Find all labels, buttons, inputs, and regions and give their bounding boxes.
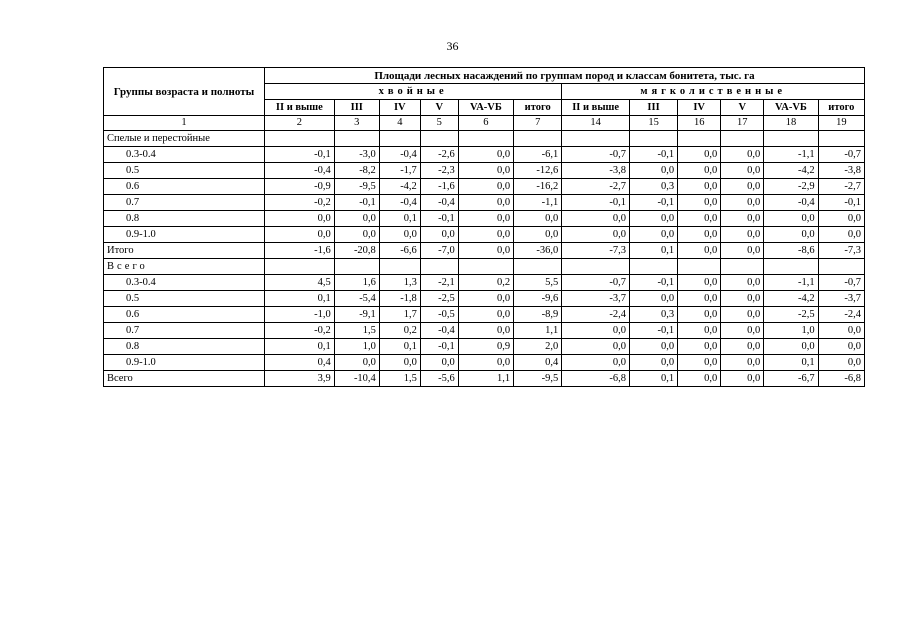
value-cell: -1,1 xyxy=(764,275,818,291)
value-cell: -0,1 xyxy=(264,147,334,163)
value-cell: 1,7 xyxy=(379,307,420,323)
value-cell: -1,6 xyxy=(264,243,334,259)
value-cell: 0,0 xyxy=(721,275,764,291)
column-index-cell: 6 xyxy=(458,116,513,131)
value-cell: -5,6 xyxy=(420,371,458,387)
value-cell: -0,1 xyxy=(420,339,458,355)
conifer-group-header: хвойные xyxy=(264,84,561,100)
table-body xyxy=(104,131,865,387)
value-cell: 0,0 xyxy=(678,371,721,387)
row-label: 0.9-1.0 xyxy=(104,355,265,371)
subcolumn-header: VA-VБ xyxy=(458,100,513,116)
value-cell: 0,0 xyxy=(678,195,721,211)
value-cell: -3,7 xyxy=(562,291,630,307)
age-group-header: Группы возраста и полноты xyxy=(104,68,265,116)
row-label: 0.8 xyxy=(104,211,265,227)
value-cell: 0,0 xyxy=(721,323,764,339)
value-cell xyxy=(721,131,764,147)
value-cell: -7,3 xyxy=(818,243,864,259)
value-cell: 0,1 xyxy=(764,355,818,371)
subcolumn-header: IV xyxy=(678,100,721,116)
value-cell: 0,0 xyxy=(458,147,513,163)
value-cell: 0,0 xyxy=(562,227,630,243)
value-cell: -1,8 xyxy=(379,291,420,307)
value-cell: 4,5 xyxy=(264,275,334,291)
value-cell: -2,6 xyxy=(420,147,458,163)
table-row xyxy=(104,131,865,147)
value-cell: -0,1 xyxy=(420,211,458,227)
value-cell: 0,0 xyxy=(264,211,334,227)
subcolumn-header: итого xyxy=(818,100,864,116)
value-cell: 0,0 xyxy=(458,195,513,211)
row-label: Спелые и перестойные xyxy=(104,131,265,147)
subcolumn-header: V xyxy=(721,100,764,116)
row-label: 0.6 xyxy=(104,179,265,195)
value-cell: 0,2 xyxy=(458,275,513,291)
table-row xyxy=(104,227,865,243)
value-cell: -36,0 xyxy=(514,243,562,259)
value-cell: 0,0 xyxy=(629,355,677,371)
value-cell xyxy=(678,259,721,275)
value-cell: 0,0 xyxy=(721,195,764,211)
value-cell: 0,1 xyxy=(264,291,334,307)
value-cell: 0,0 xyxy=(264,227,334,243)
value-cell: 0,0 xyxy=(721,211,764,227)
table-row xyxy=(104,339,865,355)
subcolumn-header: VA-VБ xyxy=(764,100,818,116)
value-cell xyxy=(264,259,334,275)
value-cell: 0,3 xyxy=(629,179,677,195)
value-cell: 0,0 xyxy=(721,339,764,355)
value-cell: -0,4 xyxy=(379,195,420,211)
value-cell: 0,0 xyxy=(629,227,677,243)
value-cell: 0,0 xyxy=(818,339,864,355)
value-cell: -0,1 xyxy=(562,195,630,211)
table-row xyxy=(104,323,865,339)
value-cell: -3,8 xyxy=(562,163,630,179)
value-cell: 0,1 xyxy=(379,211,420,227)
value-cell xyxy=(420,131,458,147)
value-cell: 0,1 xyxy=(629,371,677,387)
value-cell: -2,4 xyxy=(818,307,864,323)
value-cell xyxy=(629,131,677,147)
table-row xyxy=(104,179,865,195)
value-cell: -2,5 xyxy=(420,291,458,307)
table-row xyxy=(104,243,865,259)
value-cell: -0,1 xyxy=(629,275,677,291)
column-index-cell: 16 xyxy=(678,116,721,131)
value-cell: 0,1 xyxy=(264,339,334,355)
value-cell: -2,7 xyxy=(818,179,864,195)
value-cell: 0,0 xyxy=(818,323,864,339)
value-cell: -0,4 xyxy=(420,323,458,339)
value-cell: 0,0 xyxy=(514,227,562,243)
row-label: 0.7 xyxy=(104,323,265,339)
value-cell xyxy=(514,131,562,147)
value-cell: 0,0 xyxy=(379,227,420,243)
value-cell: -7,3 xyxy=(562,243,630,259)
value-cell xyxy=(264,131,334,147)
value-cell: -5,4 xyxy=(334,291,379,307)
value-cell: 0,0 xyxy=(379,355,420,371)
value-cell: -0,4 xyxy=(764,195,818,211)
value-cell: 0,4 xyxy=(514,355,562,371)
value-cell: -2,5 xyxy=(764,307,818,323)
value-cell: -0,7 xyxy=(562,147,630,163)
value-cell: -3,7 xyxy=(818,291,864,307)
subcolumn-header: V xyxy=(420,100,458,116)
value-cell: 0,1 xyxy=(379,339,420,355)
value-cell: -0,1 xyxy=(818,195,864,211)
value-cell: 0,0 xyxy=(458,355,513,371)
value-cell: -0,4 xyxy=(379,147,420,163)
value-cell: -4,2 xyxy=(764,291,818,307)
value-cell: -9,5 xyxy=(514,371,562,387)
value-cell: 0,0 xyxy=(514,211,562,227)
value-cell: -1,7 xyxy=(379,163,420,179)
value-cell: -4,2 xyxy=(379,179,420,195)
value-cell xyxy=(514,259,562,275)
value-cell: 1,1 xyxy=(514,323,562,339)
value-cell: -6,8 xyxy=(562,371,630,387)
column-index-cell: 15 xyxy=(629,116,677,131)
value-cell: 0,0 xyxy=(764,339,818,355)
value-cell: 0,0 xyxy=(629,339,677,355)
value-cell: -2,7 xyxy=(562,179,630,195)
row-label: 0.8 xyxy=(104,339,265,355)
value-cell xyxy=(562,259,630,275)
value-cell: -2,4 xyxy=(562,307,630,323)
value-cell: -0,7 xyxy=(818,147,864,163)
page-number: 36 xyxy=(446,39,459,53)
forest-area-table xyxy=(103,67,865,387)
value-cell: -0,4 xyxy=(420,195,458,211)
table-row xyxy=(104,211,865,227)
value-cell: 0,4 xyxy=(264,355,334,371)
table-header xyxy=(104,68,865,131)
row-label: Всего xyxy=(104,259,265,275)
value-cell: -3,0 xyxy=(334,147,379,163)
table-row xyxy=(104,147,865,163)
column-index-cell: 18 xyxy=(764,116,818,131)
value-cell: 0,0 xyxy=(721,179,764,195)
column-index-row xyxy=(104,116,865,131)
value-cell: 0,0 xyxy=(562,323,630,339)
table-row xyxy=(104,195,865,211)
value-cell: 0,0 xyxy=(678,227,721,243)
value-cell: 1,5 xyxy=(379,371,420,387)
value-cell: 1,5 xyxy=(334,323,379,339)
value-cell: 0,0 xyxy=(334,227,379,243)
subcolumn-header: III xyxy=(629,100,677,116)
subcolumn-header: IV xyxy=(379,100,420,116)
value-cell: 0,0 xyxy=(458,179,513,195)
value-cell: -0,2 xyxy=(264,323,334,339)
value-cell xyxy=(818,259,864,275)
value-cell: 0,0 xyxy=(420,227,458,243)
value-cell: -2,9 xyxy=(764,179,818,195)
value-cell xyxy=(334,259,379,275)
value-cell: 0,0 xyxy=(458,323,513,339)
value-cell: 0,0 xyxy=(629,211,677,227)
value-cell xyxy=(458,131,513,147)
value-cell: 0,0 xyxy=(678,163,721,179)
value-cell xyxy=(721,259,764,275)
value-cell: -1,6 xyxy=(420,179,458,195)
value-cell: 2,0 xyxy=(514,339,562,355)
value-cell xyxy=(379,259,420,275)
value-cell: -0,1 xyxy=(629,323,677,339)
value-cell: 0,0 xyxy=(629,163,677,179)
value-cell: 0,0 xyxy=(818,211,864,227)
value-cell xyxy=(562,131,630,147)
value-cell: -9,5 xyxy=(334,179,379,195)
value-cell: -3,8 xyxy=(818,163,864,179)
value-cell: -0,5 xyxy=(420,307,458,323)
value-cell: 1,0 xyxy=(334,339,379,355)
value-cell: -0,9 xyxy=(264,179,334,195)
value-cell: 0,0 xyxy=(764,227,818,243)
value-cell: -6,8 xyxy=(818,371,864,387)
value-cell: 0,0 xyxy=(334,355,379,371)
value-cell: 0,0 xyxy=(678,211,721,227)
value-cell: -7,0 xyxy=(420,243,458,259)
value-cell: 1,6 xyxy=(334,275,379,291)
value-cell: 0,0 xyxy=(764,211,818,227)
value-cell: -0,1 xyxy=(629,147,677,163)
value-cell xyxy=(379,131,420,147)
value-cell: 0,0 xyxy=(818,227,864,243)
value-cell: 0,2 xyxy=(379,323,420,339)
value-cell: -1,1 xyxy=(764,147,818,163)
value-cell: 0,0 xyxy=(818,355,864,371)
subcolumn-header: II и выше xyxy=(562,100,630,116)
row-label: 0.6 xyxy=(104,307,265,323)
value-cell: -6,1 xyxy=(514,147,562,163)
table-row xyxy=(104,355,865,371)
value-cell: 0,3 xyxy=(629,307,677,323)
value-cell: -1,0 xyxy=(264,307,334,323)
value-cell: 0,0 xyxy=(458,307,513,323)
main-title-header: Площади лесных насаждений по группам пород и классам бонитета, тыс. га xyxy=(264,68,864,84)
value-cell: -16,2 xyxy=(514,179,562,195)
table-row xyxy=(104,275,865,291)
table-row xyxy=(104,259,865,275)
value-cell: -8,9 xyxy=(514,307,562,323)
row-label: 0.5 xyxy=(104,163,265,179)
column-index-cell: 1 xyxy=(104,116,265,131)
column-index-cell: 14 xyxy=(562,116,630,131)
table-row xyxy=(104,291,865,307)
value-cell: -6,6 xyxy=(379,243,420,259)
value-cell xyxy=(629,259,677,275)
value-cell xyxy=(678,131,721,147)
value-cell: 0,0 xyxy=(678,355,721,371)
value-cell: -2,3 xyxy=(420,163,458,179)
value-cell: 0,0 xyxy=(678,323,721,339)
column-index-cell: 4 xyxy=(379,116,420,131)
value-cell xyxy=(458,259,513,275)
column-index-cell: 19 xyxy=(818,116,864,131)
value-cell: -0,7 xyxy=(818,275,864,291)
column-index-cell: 7 xyxy=(514,116,562,131)
value-cell: 1,3 xyxy=(379,275,420,291)
value-cell: 5,5 xyxy=(514,275,562,291)
value-cell: 0,0 xyxy=(721,147,764,163)
column-index-cell: 3 xyxy=(334,116,379,131)
value-cell: 0,0 xyxy=(678,243,721,259)
value-cell: 0,0 xyxy=(678,291,721,307)
value-cell xyxy=(420,259,458,275)
subcolumn-header: итого xyxy=(514,100,562,116)
value-cell: -20,8 xyxy=(334,243,379,259)
subcolumn-header: III xyxy=(334,100,379,116)
table-row xyxy=(104,371,865,387)
value-cell: 0,0 xyxy=(678,275,721,291)
value-cell: 0,0 xyxy=(678,339,721,355)
row-label: 0.5 xyxy=(104,291,265,307)
value-cell: 1,0 xyxy=(764,323,818,339)
value-cell: 0,0 xyxy=(629,291,677,307)
column-index-cell: 5 xyxy=(420,116,458,131)
value-cell: -9,1 xyxy=(334,307,379,323)
value-cell: 0,1 xyxy=(629,243,677,259)
value-cell: -10,4 xyxy=(334,371,379,387)
value-cell: 0,0 xyxy=(458,291,513,307)
value-cell: 0,0 xyxy=(721,291,764,307)
value-cell xyxy=(764,131,818,147)
value-cell: 0,0 xyxy=(458,227,513,243)
row-label: 0.7 xyxy=(104,195,265,211)
value-cell: -12,6 xyxy=(514,163,562,179)
value-cell: 0,0 xyxy=(562,211,630,227)
value-cell: -2,1 xyxy=(420,275,458,291)
row-label: 0.3-0.4 xyxy=(104,275,265,291)
column-index-cell: 2 xyxy=(264,116,334,131)
column-index-cell: 17 xyxy=(721,116,764,131)
value-cell: 0,0 xyxy=(721,371,764,387)
value-cell: 0,0 xyxy=(458,163,513,179)
value-cell: -4,2 xyxy=(764,163,818,179)
value-cell: -0,7 xyxy=(562,275,630,291)
table-row xyxy=(104,163,865,179)
value-cell: 0,0 xyxy=(458,243,513,259)
value-cell: 0,0 xyxy=(721,307,764,323)
value-cell: -0,4 xyxy=(264,163,334,179)
row-label: 0.3-0.4 xyxy=(104,147,265,163)
subcolumn-header: II и выше xyxy=(264,100,334,116)
value-cell xyxy=(818,131,864,147)
value-cell: 0,0 xyxy=(721,163,764,179)
row-label: 0.9-1.0 xyxy=(104,227,265,243)
value-cell: -1,1 xyxy=(514,195,562,211)
value-cell: 0,0 xyxy=(458,211,513,227)
softwood-group-header: мягколиственные xyxy=(562,84,865,100)
value-cell: 0,0 xyxy=(721,355,764,371)
value-cell: -0,2 xyxy=(264,195,334,211)
row-label: Итого xyxy=(104,243,265,259)
value-cell: -0,1 xyxy=(334,195,379,211)
value-cell xyxy=(334,131,379,147)
value-cell: 0,0 xyxy=(678,307,721,323)
value-cell: 0,0 xyxy=(678,147,721,163)
value-cell: 0,0 xyxy=(562,355,630,371)
table-row xyxy=(104,307,865,323)
value-cell: 0,0 xyxy=(721,227,764,243)
value-cell: 0,0 xyxy=(334,211,379,227)
value-cell: 3,9 xyxy=(264,371,334,387)
value-cell: -8,2 xyxy=(334,163,379,179)
row-label: Всего xyxy=(104,371,265,387)
value-cell: -9,6 xyxy=(514,291,562,307)
value-cell: -0,1 xyxy=(629,195,677,211)
value-cell: 0,0 xyxy=(562,339,630,355)
value-cell: 0,0 xyxy=(721,243,764,259)
value-cell: 1,1 xyxy=(458,371,513,387)
value-cell: 0,0 xyxy=(678,179,721,195)
value-cell: -6,7 xyxy=(764,371,818,387)
value-cell xyxy=(764,259,818,275)
value-cell: 0,0 xyxy=(420,355,458,371)
value-cell: -8,6 xyxy=(764,243,818,259)
value-cell: 0,9 xyxy=(458,339,513,355)
